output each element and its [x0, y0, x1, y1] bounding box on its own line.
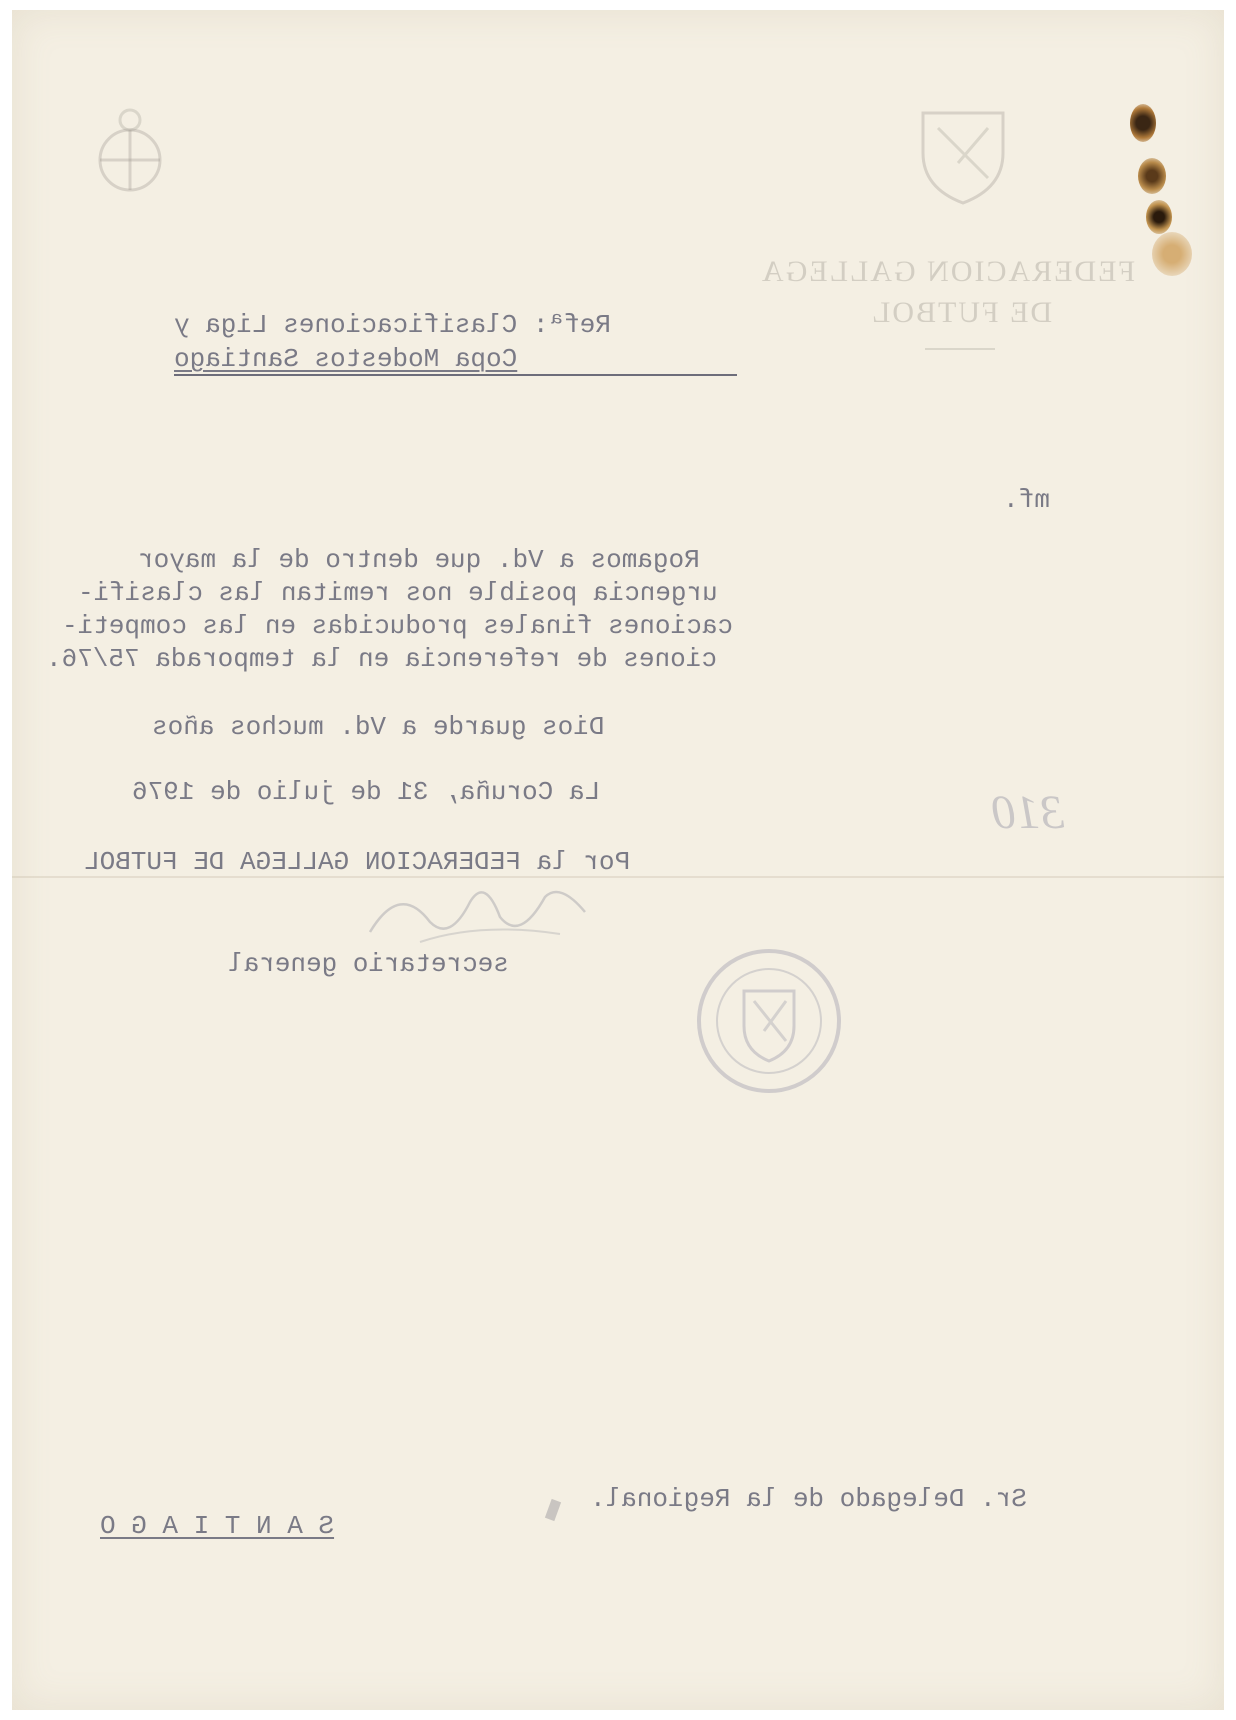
- stain-spot-4: [1152, 232, 1192, 276]
- body-line-1: Rogamos a Vd. que dentro de la mayor: [138, 545, 700, 575]
- letterhead-line-1: FEDERACION GALLEGA: [760, 255, 1136, 288]
- faint-signature-icon: [360, 872, 600, 952]
- date-line: La Coruña, 31 de julio de 1976: [132, 777, 601, 807]
- ghost-emblem-left-icon: [85, 100, 175, 210]
- faint-round-stamp-icon: [694, 946, 844, 1096]
- stain-spot-2: [1138, 158, 1166, 194]
- body-line-3: caciones finales producidas en las competi-: [62, 611, 733, 641]
- ghost-underline: [925, 348, 995, 350]
- recipient-city: S A N T I A G O: [100, 1511, 335, 1541]
- stain-spot-1: [1130, 104, 1156, 142]
- reference-underline-extension: [174, 374, 737, 376]
- signoff-line: Por la FEDERACION GALLEGA DE FUTBOL: [84, 847, 631, 877]
- body-line-2: urgencia posible nos remitan las clasifi-: [78, 578, 718, 608]
- margin-pencil-note: 310: [992, 786, 1064, 839]
- ghost-shield-icon: [918, 108, 1008, 208]
- stain-spot-3: [1146, 200, 1172, 234]
- recipient-line: Sr. Delegado de la Regional.: [590, 1484, 1027, 1514]
- reference-line-1: Refª: Clasificaciones Liga y: [174, 310, 611, 340]
- letterhead-line-2: DE FUTBOL: [870, 296, 1053, 329]
- typist-initials: mf.: [1003, 485, 1050, 515]
- signer-title: secretario general: [228, 949, 509, 979]
- body-line-4: ciones de referencia en la temporada 75/76.: [46, 644, 717, 674]
- closing-line: Dios guarde a Vd. muchos años: [152, 712, 605, 742]
- reference-line-2: Copa Modestos Santiago: [174, 344, 518, 374]
